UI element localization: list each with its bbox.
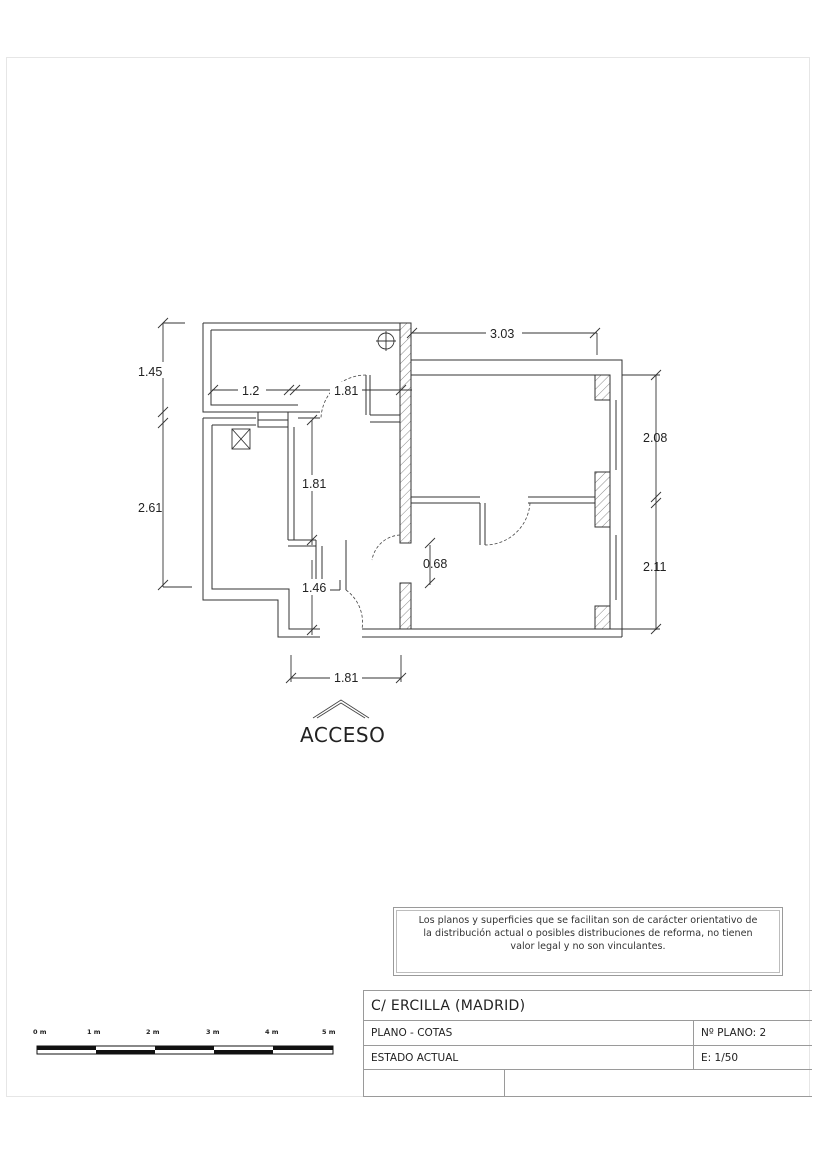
dim-2-11: 2.11: [643, 560, 667, 574]
dim-2-61: 2.61: [138, 501, 163, 515]
dim-1-46: 1.46: [302, 581, 327, 595]
structural-walls: [400, 323, 610, 629]
dim-1-81-top: 1.81: [334, 384, 359, 398]
state-label: ESTADO ACTUAL: [371, 1051, 459, 1064]
svg-text:5 m: 5 m: [322, 1028, 336, 1036]
walls: [203, 323, 622, 637]
svg-text:1 m: 1 m: [87, 1028, 101, 1036]
dim-1-81-mid: 1.81: [302, 477, 327, 491]
address-title: C/ ERCILLA (MADRID): [371, 997, 526, 1014]
scale-bar: [33, 1028, 336, 1054]
access-arrow-icon: [313, 700, 369, 718]
plan-label: PLANO - COTAS: [371, 1027, 453, 1039]
plan-number: Nº PLANO: 2: [701, 1027, 767, 1039]
dim-1-45: 1.45: [138, 365, 163, 379]
svg-text:2 m: 2 m: [146, 1028, 160, 1036]
disclaimer-line: Los planos y superficies que se facilitan son de carácter orientativo de: [418, 915, 758, 926]
disclaimer-box: [393, 907, 783, 976]
door-swings: [321, 375, 530, 629]
dim-2-08: 2.08: [643, 431, 668, 445]
dim-0-68: 0.68: [423, 557, 448, 571]
dim-1-81-bottom: 1.81: [334, 671, 359, 685]
dim-3-03: 3.03: [490, 327, 515, 341]
disclaimer-line: la distribución actual o posibles distribuciones de reforma, no tienen: [423, 928, 753, 939]
access-label: ACCESO: [300, 723, 386, 747]
dim-1-2: 1.2: [242, 384, 260, 398]
svg-text:3 m: 3 m: [206, 1028, 220, 1036]
title-block: [363, 990, 812, 1098]
disclaimer-line: valor legal y no son vinculantes.: [510, 941, 666, 952]
svg-text:4 m: 4 m: [265, 1028, 279, 1036]
svg-text:0 m: 0 m: [33, 1028, 47, 1036]
scale-value: E: 1/50: [701, 1051, 739, 1064]
